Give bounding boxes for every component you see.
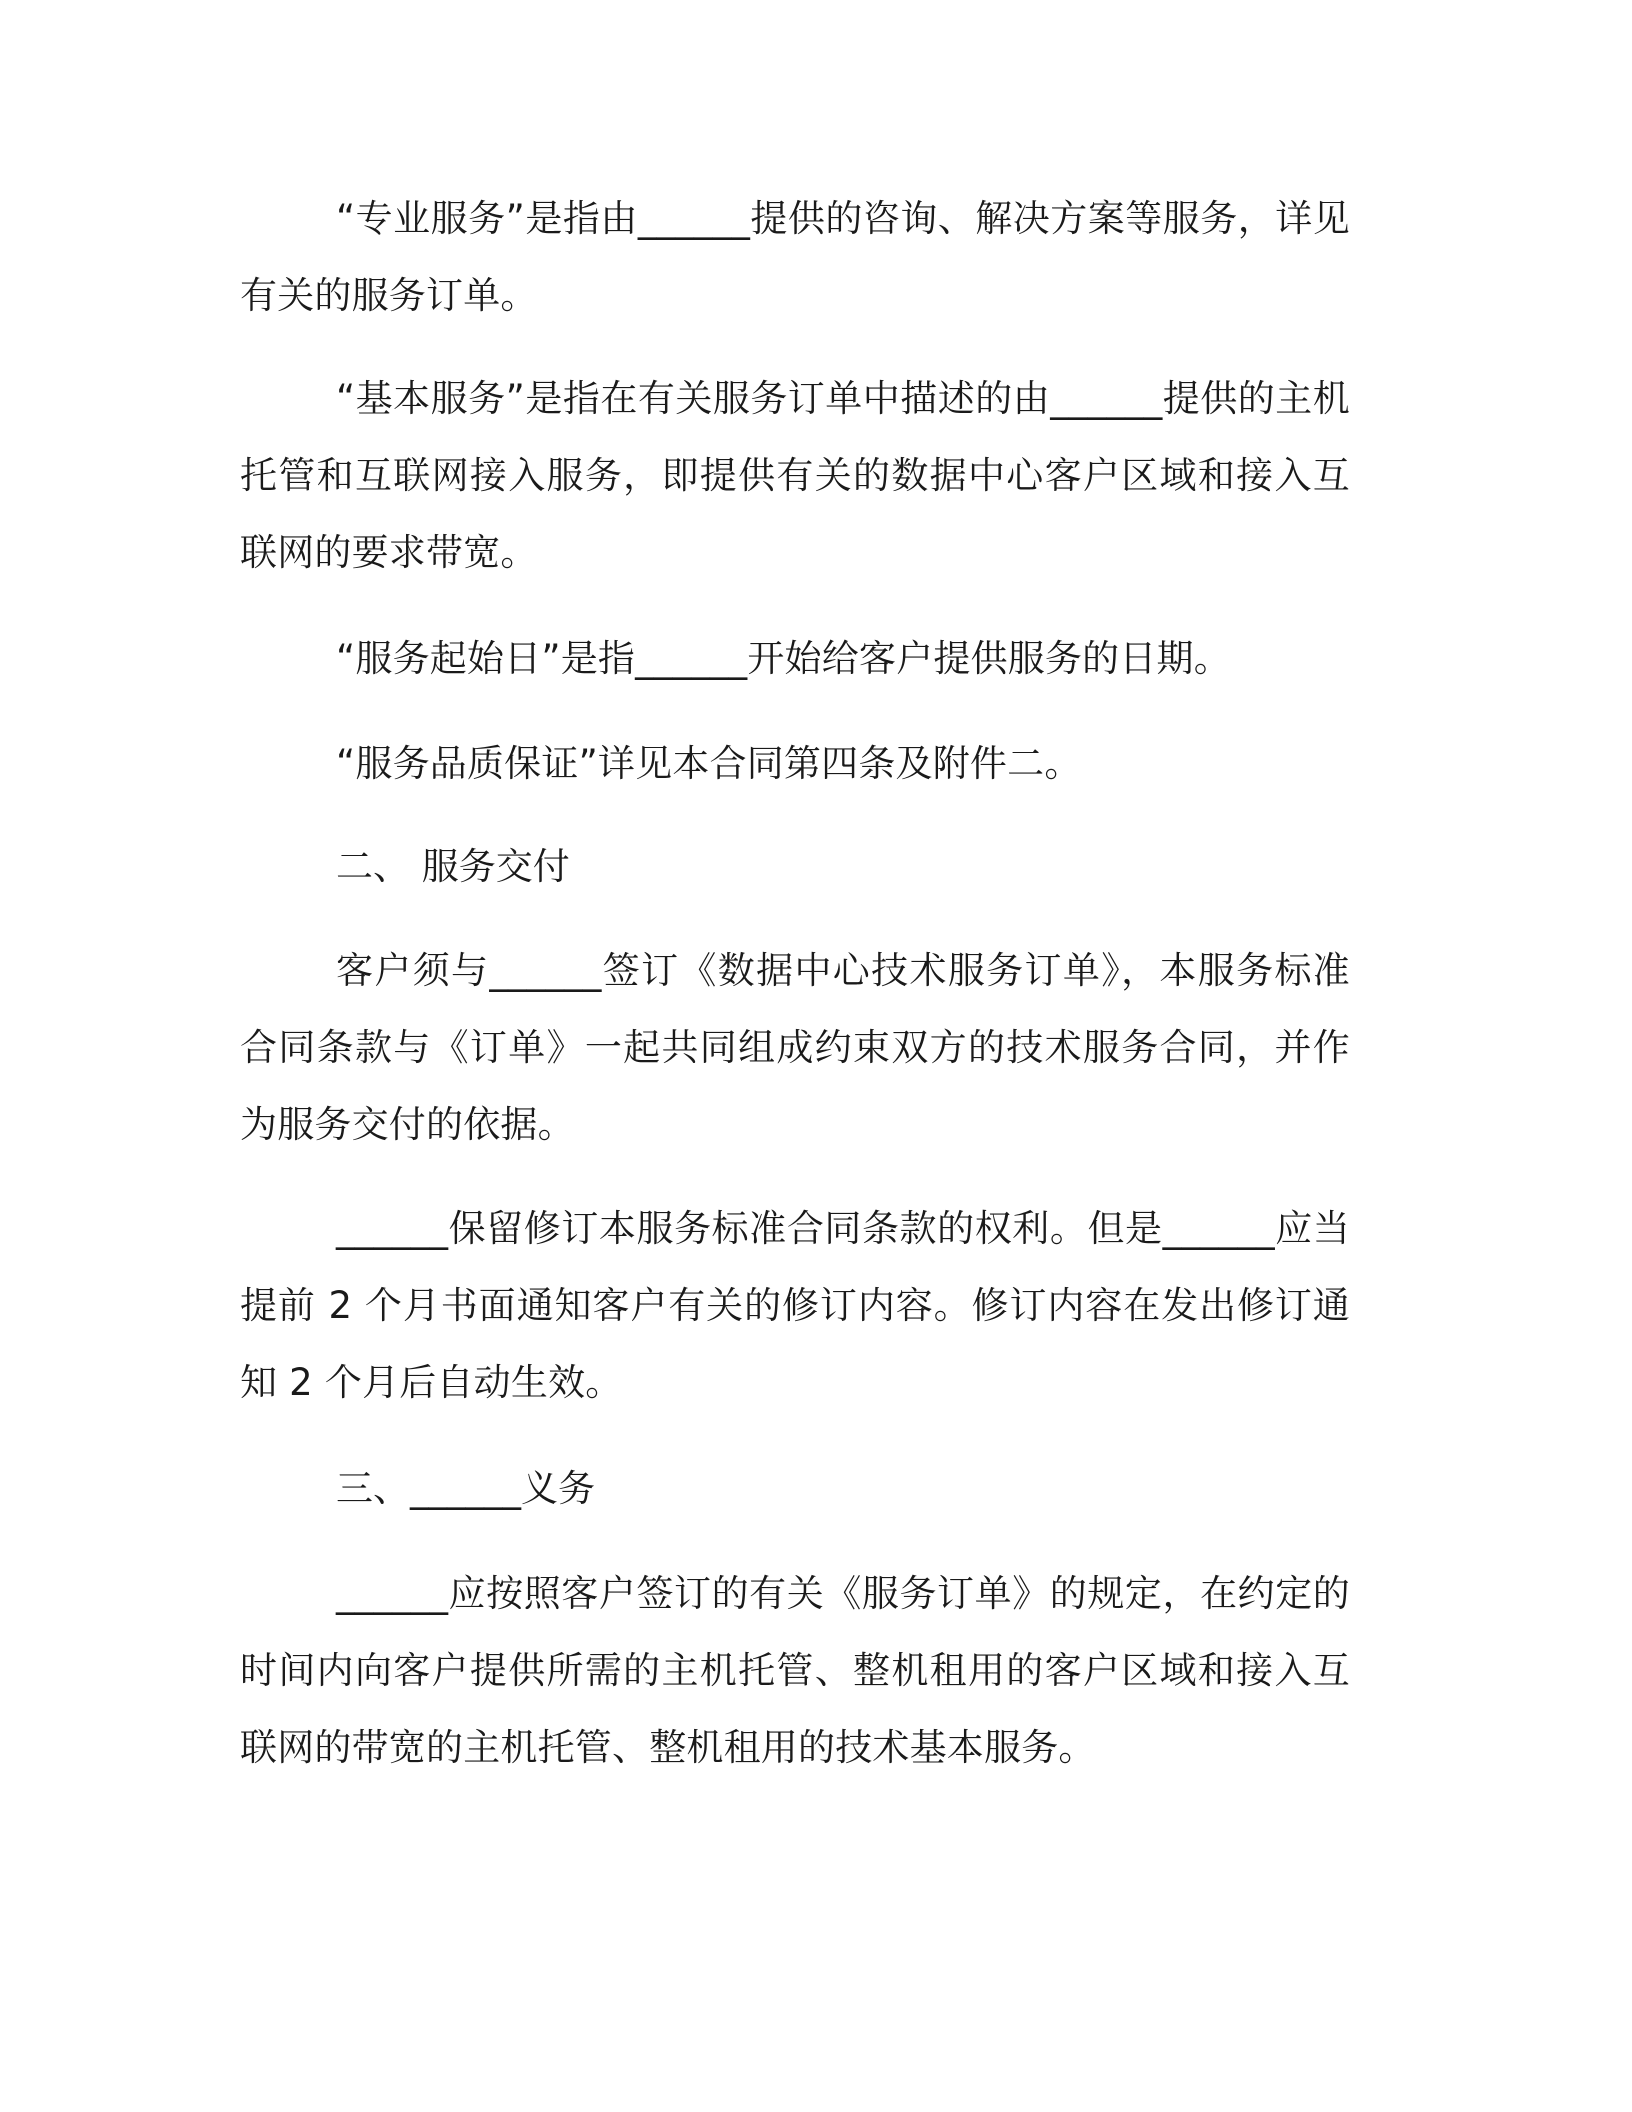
section-heading-obligations: 三、______义务 [336,1467,595,1510]
service-delivery-paragraph: 客户须与______签订《数据中心技术服务订单》，本服务标准合同条款与《订单》一起共同组成约束双方的技术服务合同，并作为服务交付的依据。 [240,949,1350,1146]
contract-revision-paragraph: ______保留修订本服务标准合同条款的权利。但是______应当提前 2 个月书面通知客户有关的修订内容。修订内容在发出修订通知 2 个月后自动生效。 [240,1207,1350,1404]
definition-service-start-date: “服务起始日”是指______开始给客户提供服务的日期。 [336,637,1231,680]
section-heading-service-delivery: 二、 服务交付 [336,845,570,888]
definition-basic-services: “基本服务”是指在有关服务订单中描述的由______提供的主机托管和互联网接入服务，即提供有关的数据中心客户区域和接入互联网的要求带宽。 [240,377,1350,574]
definition-service-quality-guarantee: “服务品质保证”详见本合同第四条及附件二。 [336,742,1082,785]
obligations-paragraph: ______应按照客户签订的有关《服务订单》的规定，在约定的时间内向客户提供所需的主机托管、整机租用的客户区域和接入互联网的带宽的主机托管、整机租用的技术基本服务。 [240,1572,1350,1769]
definition-professional-services: “专业服务”是指由______提供的咨询、解决方案等服务，详见有关的服务订单。 [240,197,1350,317]
